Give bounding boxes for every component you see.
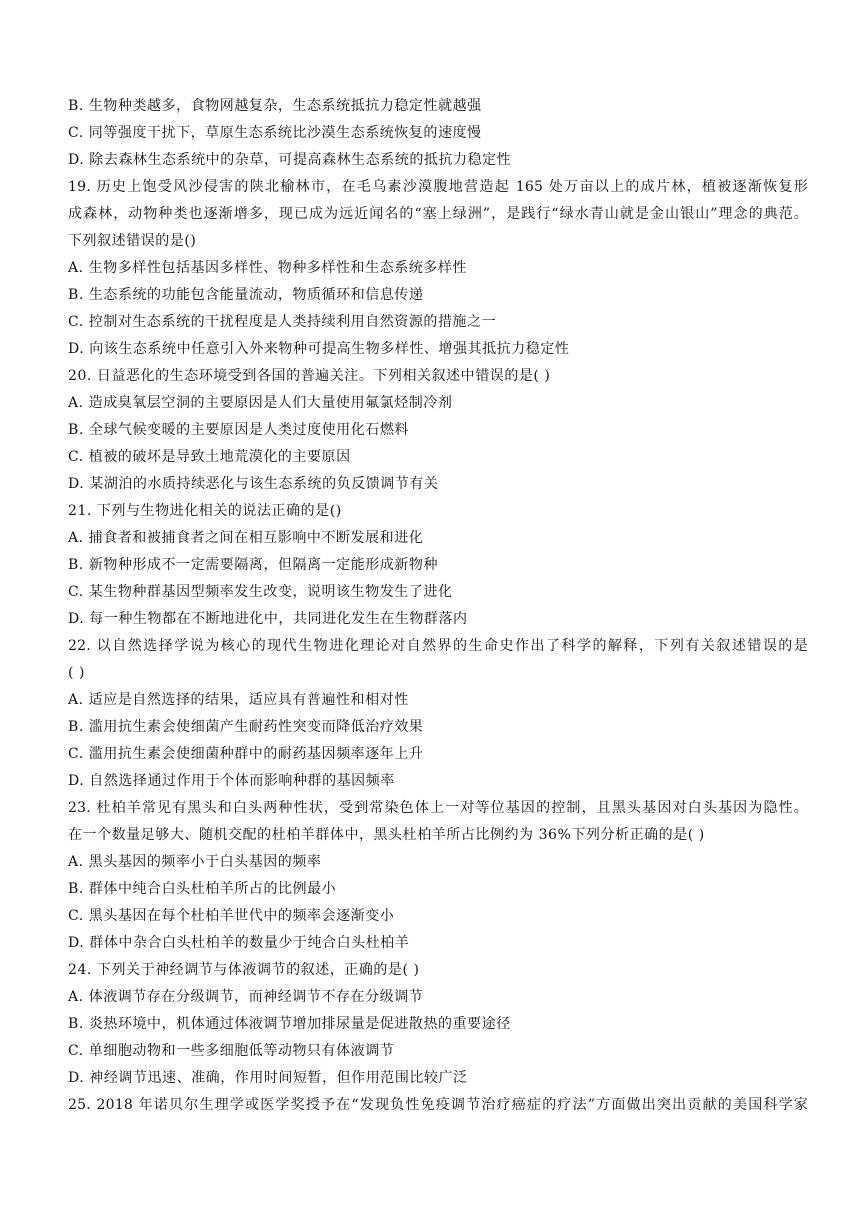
question-19-stem-line-3: 下列叙述错误的是() [68,233,197,249]
question-20-stem: 20. 日益恶化的生态环境受到各国的普遍关注。下列相关叙述中错误的是( ) [68,368,551,384]
option-d-q21: D. 每一种生物都在不断地进化中，共同进化发生在生物群落内 [68,611,468,627]
option-c-q21: C. 某生物种群基因型频率发生改变，说明该生物发生了进化 [68,584,453,600]
option-b-q18: B. 生物种类越多，食物网越复杂，生态系统抵抗力稳定性就越强 [68,98,482,114]
option-c-q19: C. 控制对生态系统的干扰程度是人类持续利用自然资源的措施之一 [68,314,497,330]
question-19-stem-line-1: 19. 历史上饱受风沙侵害的陕北榆林市，在毛乌素沙漠腹地营造起 165 处万亩以上的成片林，植被逐渐恢复形 [68,179,808,195]
question-23-stem-line-2: 在一个数量足够大、随机交配的杜柏羊群体中，黑头杜柏羊所占比例约为 36%下列分析正确的是( ) [68,827,705,843]
option-a-q20: A. 造成臭氧层空洞的主要原因是人们大量使用氟氯烃制冷剂 [68,395,453,411]
option-d-q23: D. 群体中杂合白头杜柏羊的数量少于纯合白头杜柏羊 [68,935,410,951]
option-a-q23: A. 黑头基因的频率小于白头基因的频率 [68,854,322,870]
question-25-stem-line-1: 25. 2018 年诺贝尔生理学或医学奖授予在“发现负性免疫调节治疗癌症的疗法”方面做出突出贡献的美国科学家 [68,1097,808,1113]
option-b-q23: B. 群体中纯合白头杜柏羊所占的比例最小 [68,881,337,897]
option-d-q20: D. 某湖泊的水质持续恶化与该生态系统的负反馈调节有关 [68,476,439,492]
option-c-q24: C. 单细胞动物和一些多细胞低等动物只有体液调节 [68,1043,395,1059]
option-b-q21: B. 新物种形成不一定需要隔离，但隔离一定能形成新物种 [68,557,439,573]
question-23-stem-line-1: 23. 杜柏羊常见有黑头和白头两种性状，受到常染色体上一对等位基因的控制，且黑头基因对白头基因为隐性。 [68,800,808,816]
question-22-stem-line-1: 22. 以自然选择学说为核心的现代生物进化理论对自然界的生命史作出了科学的解释，下列有关叙述错误的是 [68,638,808,654]
option-a-q19: A. 生物多样性包括基因多样性、物种多样性和生态系统多样性 [68,260,467,276]
option-b-q19: B. 生态系统的功能包含能量流动，物质循环和信息传递 [68,287,424,303]
option-b-q22: B. 滥用抗生素会使细菌产生耐药性突变而降低治疗效果 [68,719,424,735]
option-c-q20: C. 植被的破坏是导致土地荒漠化的主要原因 [68,449,351,465]
option-a-q22: A. 适应是自然选择的结果，适应具有普遍性和相对性 [68,692,409,708]
option-d-q22: D. 自然选择通过作用于个体而影响种群的基因频率 [68,773,395,789]
question-22-stem-line-2: ( ) [68,665,86,681]
option-b-q24: B. 炎热环境中，机体通过体液调节增加排尿量是促进散热的重要途径 [68,1016,511,1032]
question-text-block [68,93,808,1119]
option-c-q18: C. 同等强度干扰下，草原生态系统比沙漠生态系统恢复的速度慢 [68,125,482,141]
option-a-q24: A. 体液调节存在分级调节，而神经调节不存在分级调节 [68,989,424,1005]
option-d-q18: D. 除去森林生态系统中的杂草，可提高森林生态系统的抵抗力稳定性 [68,152,512,168]
option-d-q19: D. 向该生态系统中任意引入外来物种可提高生物多样性、增强其抵抗力稳定性 [68,341,570,357]
option-a-q21: A. 捕食者和被捕食者之间在相互影响中不断发展和进化 [68,530,424,546]
question-19-stem-line-2: 成森林，动物种类也逐渐增多，现已成为远近闻名的“塞上绿洲”，是践行“绿水青山就是金山银山”理念的典范。 [68,206,808,222]
option-b-q20: B. 全球气候变暖的主要原因是人类过度使用化石燃料 [68,422,409,438]
option-d-q24: D. 神经调节迅速、准确，作用时间短暂，但作用范围比较广泛 [68,1070,468,1086]
option-c-q23: C. 黑头基因在每个杜柏羊世代中的频率会逐渐变小 [68,908,395,924]
option-c-q22: C. 滥用抗生素会使细菌种群中的耐药基因频率逐年上升 [68,746,424,762]
question-24-stem: 24. 下列关于神经调节与体液调节的叙述，正确的是( ) [68,962,420,978]
question-21-stem: 21. 下列与生物进化相关的说法正确的是() [68,503,342,519]
